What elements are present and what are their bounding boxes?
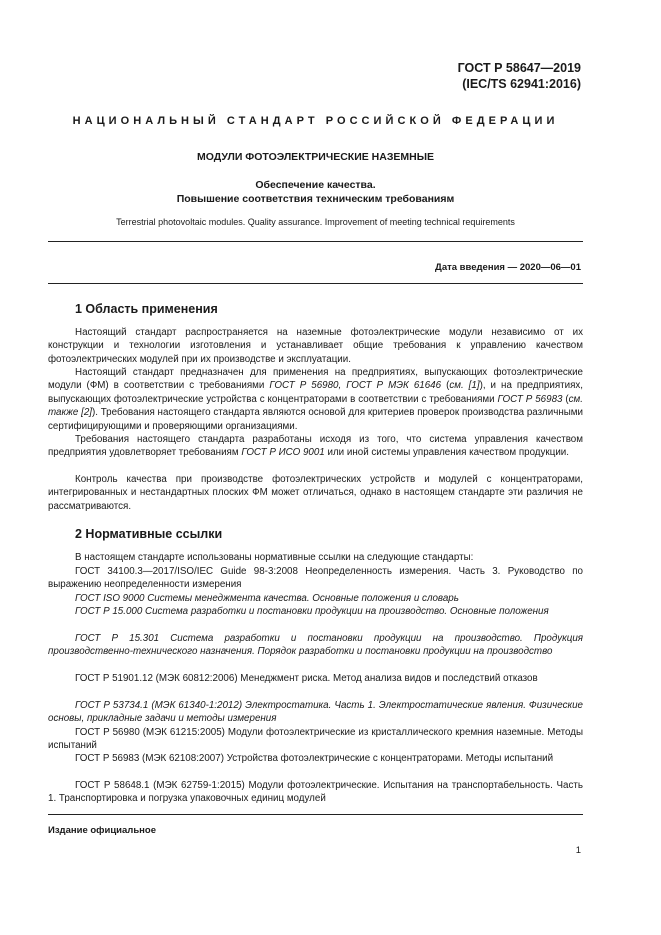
paragraph: Настоящий стандарт распространяется на наземные фотоэлектрические модули независимо от их конструкции и технологии изготовления и устанавливает общие требования к управлению качеством фотоэлектрических модулей при их производстве и эксплуатации. [48, 327, 583, 365]
reference-entry: ГОСТ 34100.3—2017/ISO/IEC Guide 98-3:2008 Неопределенность измерения. Часть 3. Руководство по выражению неопределенности измерения [48, 566, 583, 591]
paragraph [48, 433, 583, 460]
text-run: или иной системы управления качеством продукции. [324, 447, 569, 459]
reference-link: см. [1] [449, 380, 480, 392]
reference-entry: ГОСТ ISO 9000 Системы менеджмента качества. Основные положения и словарь [75, 593, 459, 604]
reference-entry: ГОСТ Р 51901.12 (МЭК 60812:2006) Менеджмент риска. Метод анализа видов и последствий отказов [75, 673, 538, 684]
paragraph: Контроль качества при производстве фотоэлектрических устройств и модулей с концентраторами, интегрированных и нестандартных плоских ФМ может отличаться, однако в настоящем стандарте эти различия не рассматриваются. [48, 474, 583, 512]
footer-divider [48, 814, 583, 815]
divider [48, 241, 583, 242]
text-run: ), и на предприятиях, выпускающих фотоэлектрические устройства с концентраторами в соответствии с требованиями [48, 380, 584, 405]
text-run: ( [441, 380, 450, 392]
text-run: ). Требования настоящего стандарта являются основой для критериев проверок производства различными сертифицирующими и проверяющими организациями. [48, 407, 583, 432]
introduction-date: Дата введения — 2020—06—01 [435, 262, 581, 273]
reference-entry: ГОСТ Р 58648.1 (МЭК 62759-1:2015) Модули фотоэлектрические. Испытания на транспортабельность. Часть 1. Транспортировка и погрузка упаковочных единиц модулей [48, 780, 583, 805]
reference-entry: ГОСТ Р 56983 (МЭК 62108:2007) Устройства фотоэлектрические с концентраторами. Методы испытаний [75, 753, 554, 764]
reference-link: ГОСТ Р 56980, ГОСТ Р МЭК 61646 [269, 380, 442, 392]
section-heading-normative-references: 2 Нормативные ссылки [75, 527, 223, 541]
text-run: Требования настоящего стандарта разработаны исходя из того, что система управления качеством предприятия удовлетворяет требованиям [48, 434, 583, 459]
national-standard-banner: НАЦИОНАЛЬНЫЙ СТАНДАРТ РОССИЙСКОЙ ФЕДЕРАЦИИ [72, 115, 559, 127]
subtitle-line: Повышение соответствия техническим требованиям [176, 193, 455, 205]
standard-code-line: ГОСТ Р 58647—2019 [457, 61, 581, 75]
document-title: МОДУЛИ ФОТОЭЛЕКТРИЧЕСКИЕ НАЗЕМНЫЕ [196, 151, 435, 163]
reference-link: ГОСТ Р 56983 [497, 393, 563, 405]
text-run: ( [562, 393, 569, 405]
official-edition-label: Издание официальное [48, 825, 156, 836]
divider [48, 283, 583, 284]
reference-entry: ГОСТ Р 15.301 Система разработки и постановки продукции на производство. Продукция производственно-технического назначения. Порядок разработки и постановки продукции на производство [48, 633, 583, 658]
reference-link: ГОСТ Р ИСО 9001 [241, 447, 325, 459]
english-title: Terrestrial photovoltaic modules. Quality assurance. Improvement of meeting technical requirements [116, 217, 515, 227]
reference-entry: ГОСТ Р 53734.1 (МЭК 61340-1:2012) Электростатика. Часть 1. Электростатические явления. Физические основы, прикладные задачи и методы измерения [48, 700, 583, 725]
paragraph: В настоящем стандарте использованы нормативные ссылки на следующие стандарты: [75, 552, 474, 563]
reference-entry: ГОСТ Р 56980 (МЭК 61215:2005) Модули фотоэлектрические из кристаллического кремния наземные. Методы испытаний [48, 727, 583, 752]
document-subtitle [48, 178, 583, 206]
text-run: Настоящий стандарт предназначен для применения на предприятиях, выпускающих фотоэлектрические модули (ФМ) в соответствии с требованиями [48, 367, 583, 392]
standard-code-iec-line: (IEC/TS 62941:2016) [462, 77, 581, 91]
reference-link: см. также [2] [48, 393, 583, 419]
subtitle-line: Обеспечение качества. [255, 179, 376, 191]
reference-entry: ГОСТ Р 15.000 Система разработки и постановки продукции на производство. Основные положения [75, 606, 549, 617]
paragraph [48, 366, 583, 433]
standard-code [458, 60, 581, 92]
page-number: 1 [575, 845, 581, 856]
section-heading-scope: 1 Область применения [75, 302, 218, 316]
